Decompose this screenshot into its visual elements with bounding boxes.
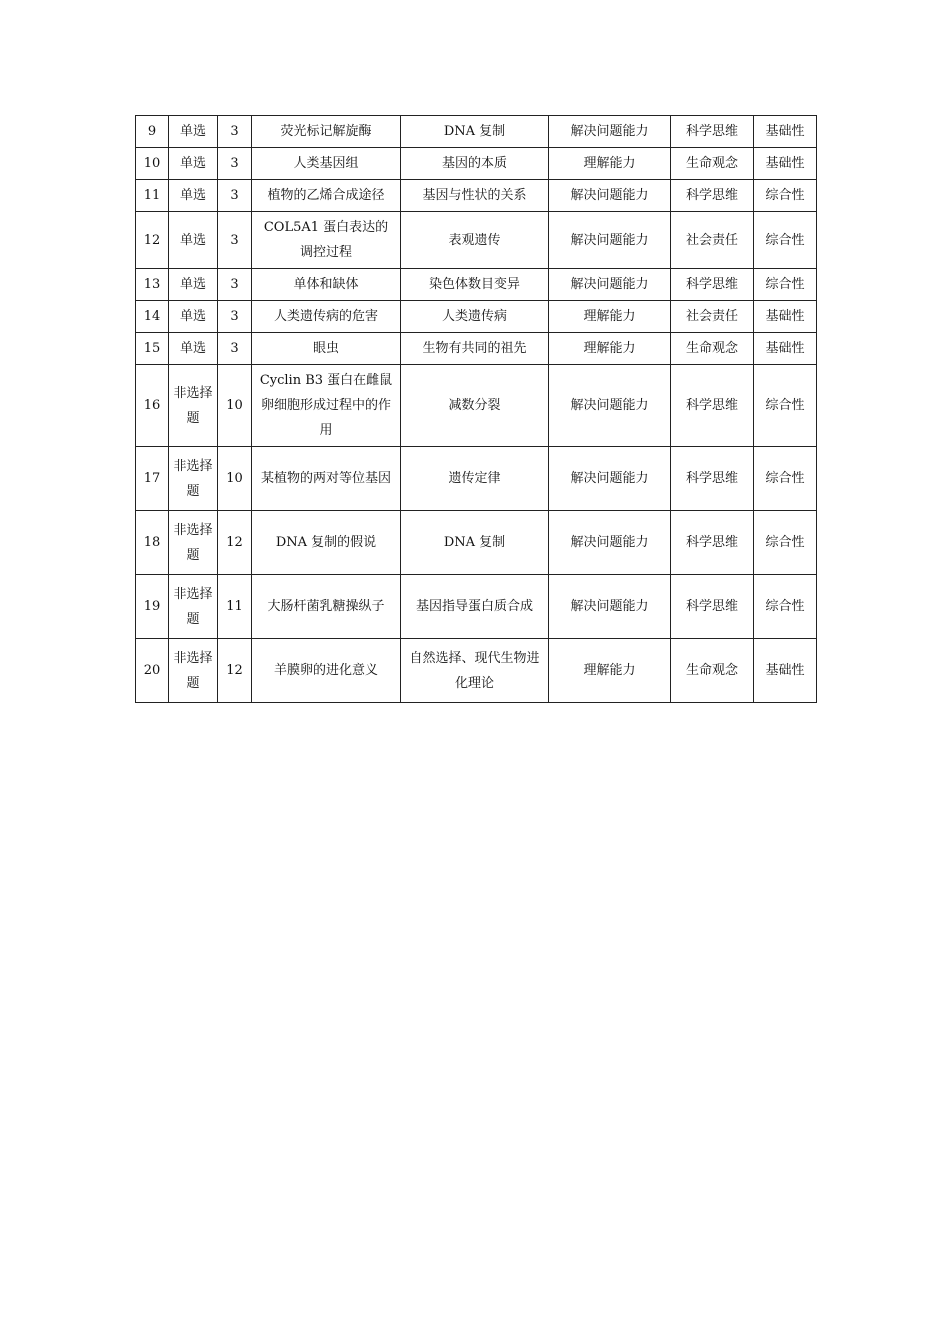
knowledge-point-cell: 自然选择、现代生物进化理论 [401, 639, 549, 703]
table-row [136, 639, 817, 703]
question-number-cell: 18 [136, 511, 169, 575]
question-number-cell: 9 [136, 116, 169, 148]
ability-cell: 解决问题能力 [549, 180, 671, 212]
core-literacy-cell: 生命观念 [671, 639, 754, 703]
table-row [136, 333, 817, 365]
question-type-cell: 单选 [169, 116, 218, 148]
core-literacy-cell: 生命观念 [671, 148, 754, 180]
core-literacy-cell: 科学思维 [671, 511, 754, 575]
question-content-cell: 荧光标记解旋酶 [252, 116, 401, 148]
ability-cell: 解决问题能力 [549, 575, 671, 639]
question-number-cell: 20 [136, 639, 169, 703]
ability-cell: 解决问题能力 [549, 212, 671, 269]
difficulty-level-cell: 基础性 [754, 639, 817, 703]
table-row [136, 180, 817, 212]
core-literacy-cell: 生命观念 [671, 333, 754, 365]
question-type-cell: 单选 [169, 148, 218, 180]
question-number-cell: 16 [136, 365, 169, 447]
question-content-cell: Cyclin B3 蛋白在雌鼠卵细胞形成过程中的作用 [252, 365, 401, 447]
ability-cell: 解决问题能力 [549, 116, 671, 148]
knowledge-point-cell: 遗传定律 [401, 447, 549, 511]
difficulty-level-cell: 综合性 [754, 212, 817, 269]
score-cell: 3 [218, 301, 252, 333]
core-literacy-cell: 科学思维 [671, 116, 754, 148]
question-number-cell: 11 [136, 180, 169, 212]
question-type-cell: 单选 [169, 269, 218, 301]
knowledge-point-cell: 染色体数目变异 [401, 269, 549, 301]
difficulty-level-cell: 综合性 [754, 447, 817, 511]
ability-cell: 解决问题能力 [549, 511, 671, 575]
table-row [136, 575, 817, 639]
question-content-cell: 某植物的两对等位基因 [252, 447, 401, 511]
ability-cell: 解决问题能力 [549, 269, 671, 301]
question-type-cell: 单选 [169, 301, 218, 333]
table-body [136, 116, 817, 703]
score-cell: 11 [218, 575, 252, 639]
knowledge-point-cell: 生物有共同的祖先 [401, 333, 549, 365]
score-cell: 3 [218, 333, 252, 365]
core-literacy-cell: 社会责任 [671, 212, 754, 269]
difficulty-level-cell: 综合性 [754, 575, 817, 639]
question-content-cell: 大肠杆菌乳糖操纵子 [252, 575, 401, 639]
table-row [136, 301, 817, 333]
question-type-cell: 非选择题 [169, 365, 218, 447]
core-literacy-cell: 社会责任 [671, 301, 754, 333]
difficulty-level-cell: 基础性 [754, 116, 817, 148]
core-literacy-cell: 科学思维 [671, 447, 754, 511]
core-literacy-cell: 科学思维 [671, 180, 754, 212]
table-row [136, 116, 817, 148]
score-cell: 3 [218, 148, 252, 180]
ability-cell: 解决问题能力 [549, 365, 671, 447]
table-row [136, 511, 817, 575]
question-content-cell: 眼虫 [252, 333, 401, 365]
score-cell: 12 [218, 511, 252, 575]
difficulty-level-cell: 基础性 [754, 333, 817, 365]
question-content-cell: DNA 复制的假说 [252, 511, 401, 575]
score-cell: 3 [218, 180, 252, 212]
question-content-cell: 单体和缺体 [252, 269, 401, 301]
difficulty-level-cell: 综合性 [754, 180, 817, 212]
ability-cell: 理解能力 [549, 148, 671, 180]
question-type-cell: 非选择题 [169, 639, 218, 703]
knowledge-point-cell: 基因与性状的关系 [401, 180, 549, 212]
ability-cell: 理解能力 [549, 301, 671, 333]
difficulty-level-cell: 综合性 [754, 511, 817, 575]
score-cell: 3 [218, 212, 252, 269]
knowledge-point-cell: DNA 复制 [401, 116, 549, 148]
question-analysis-table [135, 115, 817, 703]
score-cell: 10 [218, 447, 252, 511]
question-content-cell: COL5A1 蛋白表达的调控过程 [252, 212, 401, 269]
question-type-cell: 非选择题 [169, 511, 218, 575]
difficulty-level-cell: 综合性 [754, 365, 817, 447]
ability-cell: 理解能力 [549, 333, 671, 365]
difficulty-level-cell: 基础性 [754, 301, 817, 333]
knowledge-point-cell: 基因的本质 [401, 148, 549, 180]
core-literacy-cell: 科学思维 [671, 365, 754, 447]
knowledge-point-cell: 表观遗传 [401, 212, 549, 269]
question-type-cell: 单选 [169, 180, 218, 212]
knowledge-point-cell: 减数分裂 [401, 365, 549, 447]
question-content-cell: 人类遗传病的危害 [252, 301, 401, 333]
ability-cell: 理解能力 [549, 639, 671, 703]
score-cell: 10 [218, 365, 252, 447]
difficulty-level-cell: 综合性 [754, 269, 817, 301]
knowledge-point-cell: 人类遗传病 [401, 301, 549, 333]
question-number-cell: 17 [136, 447, 169, 511]
score-cell: 3 [218, 269, 252, 301]
question-number-cell: 10 [136, 148, 169, 180]
question-number-cell: 14 [136, 301, 169, 333]
question-content-cell: 人类基因组 [252, 148, 401, 180]
question-type-cell: 单选 [169, 212, 218, 269]
question-number-cell: 12 [136, 212, 169, 269]
question-content-cell: 植物的乙烯合成途径 [252, 180, 401, 212]
question-content-cell: 羊膜卵的进化意义 [252, 639, 401, 703]
question-type-cell: 非选择题 [169, 575, 218, 639]
question-number-cell: 13 [136, 269, 169, 301]
score-cell: 12 [218, 639, 252, 703]
knowledge-point-cell: DNA 复制 [401, 511, 549, 575]
score-cell: 3 [218, 116, 252, 148]
core-literacy-cell: 科学思维 [671, 575, 754, 639]
table-row [136, 148, 817, 180]
question-number-cell: 19 [136, 575, 169, 639]
ability-cell: 解决问题能力 [549, 447, 671, 511]
difficulty-level-cell: 基础性 [754, 148, 817, 180]
table-row [136, 365, 817, 447]
question-number-cell: 15 [136, 333, 169, 365]
core-literacy-cell: 科学思维 [671, 269, 754, 301]
question-type-cell: 非选择题 [169, 447, 218, 511]
question-type-cell: 单选 [169, 333, 218, 365]
table-row [136, 447, 817, 511]
table-row [136, 269, 817, 301]
knowledge-point-cell: 基因指导蛋白质合成 [401, 575, 549, 639]
table-row [136, 212, 817, 269]
